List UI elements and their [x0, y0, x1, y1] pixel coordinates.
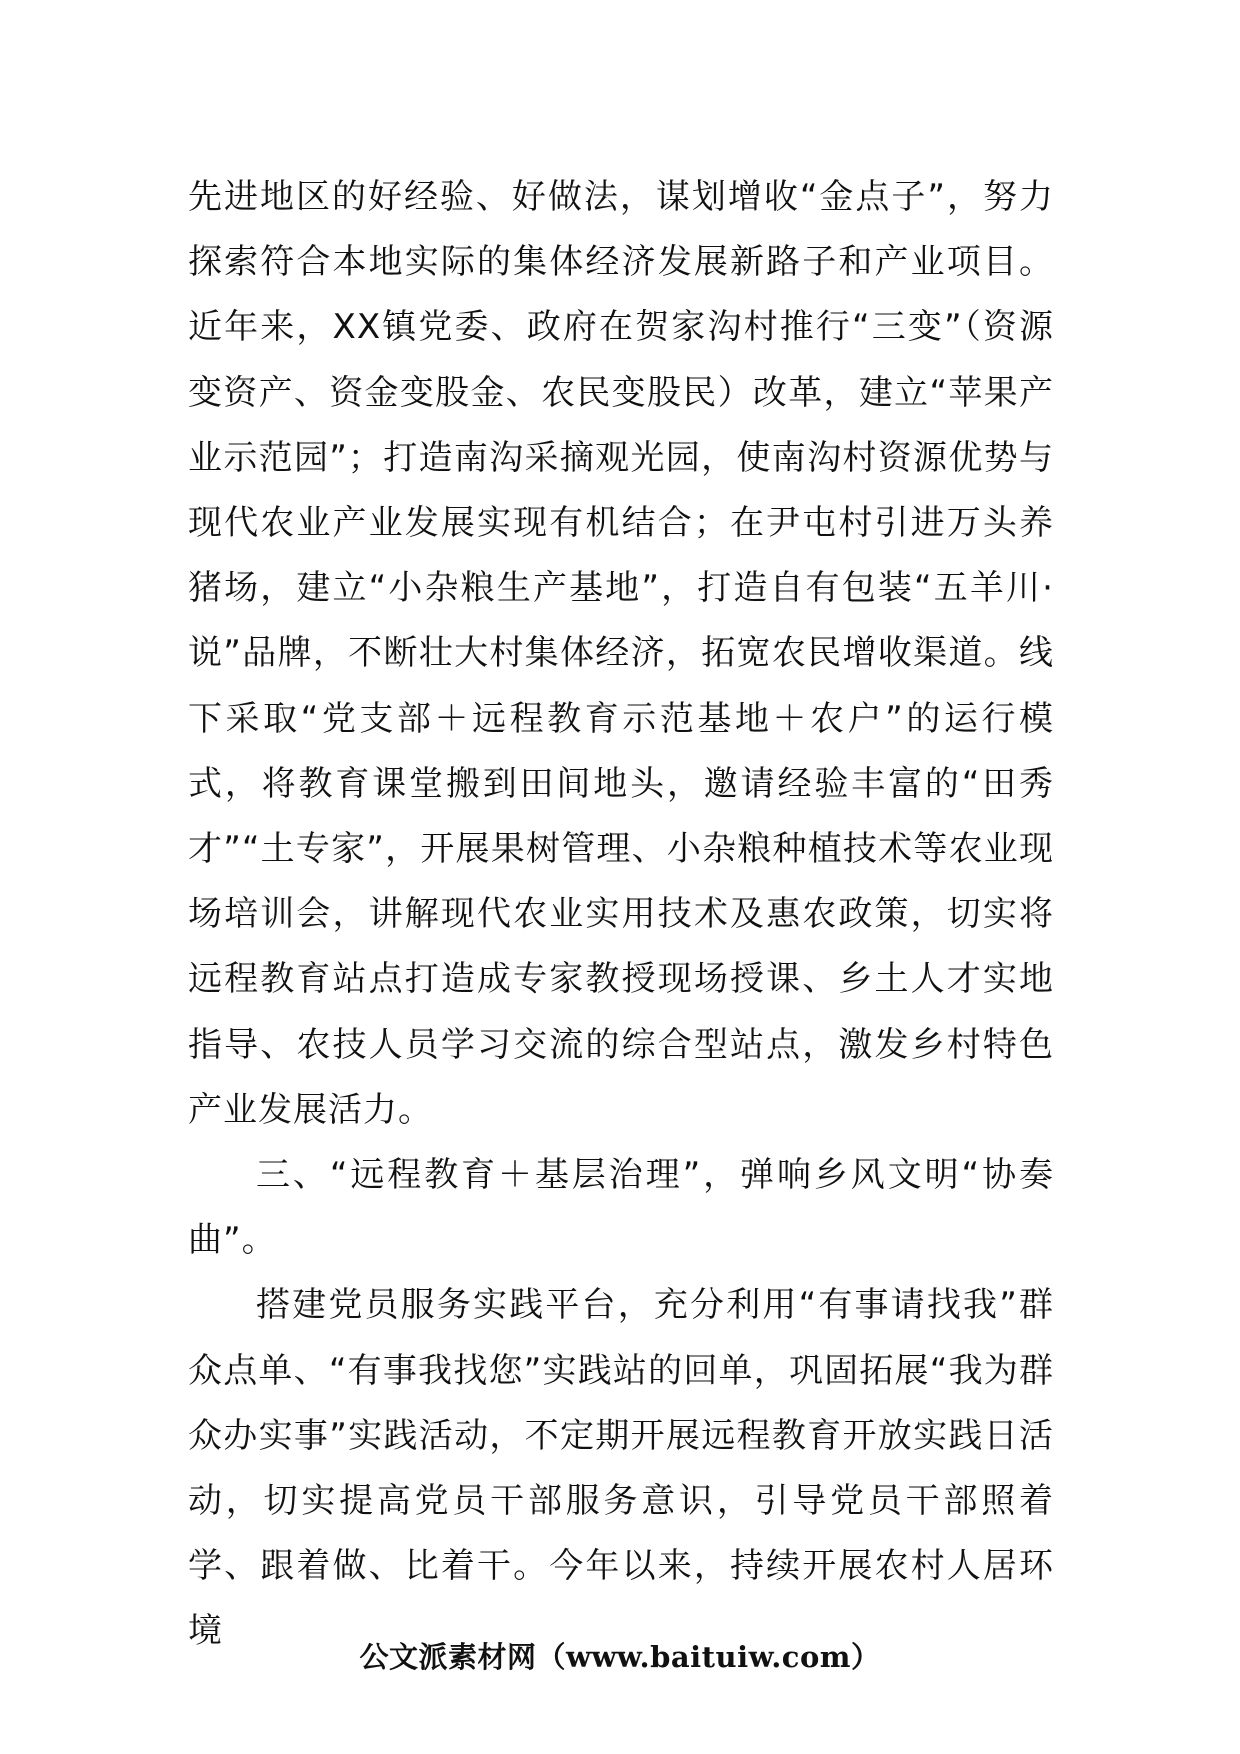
document-body	[188, 165, 1054, 1665]
paragraph-industry: 先进地区的好经验、好做法，谋划增收“金点子”，努力探索符合本地实际的集体经济发展新路子和产业项目。近年来，XX镇党委、政府在贺家沟村推行“三变”（资源变资产、资金变股金、农民变股民）改革，建立“苹果产业示范园”；打造南沟采摘观光园，使南沟村资源优势与现代农业产业发展实现有机结合；在尹屯村引进万头养猪场，建立“小杂粮生产基地”，打造自有包装“五羊川·说”品牌，不断壮大村集体经济，拓宽农民增收渠道。线下采取“党支部＋远程教育示范基地＋农户”的运行模式，将教育课堂搬到田间地头，邀请经验丰富的“田秀才”“土专家”，开展果树管理、小杂粮种植技术等农业现场培训会，讲解现代农业实用技术及惠农政策，切实将远程教育站点打造成专家教授现场授课、乡土人才实地指导、农技人员学习交流的综合型站点，激发乡村特色产业发展活力。	[188, 177, 1054, 1130]
footer-watermark: 公文派素材网（www.baituiw.com）	[359, 1640, 881, 1674]
section-heading-three: 三、“远程教育＋基层治理”，弹响乡风文明“协奏曲”。	[188, 1155, 1054, 1261]
paragraph-service-platform: 搭建党员服务实践平台，充分利用“有事请找我”群众点单、“有事我找您”实践站的回单，巩固拓展“我为群众办实事”实践活动，不定期开展远程教育开放实践日活动，切实提高党员干部服务意识，引导党员干部照着学、跟着做、比着干。今年以来，持续开展农村人居环境	[188, 1285, 1054, 1652]
